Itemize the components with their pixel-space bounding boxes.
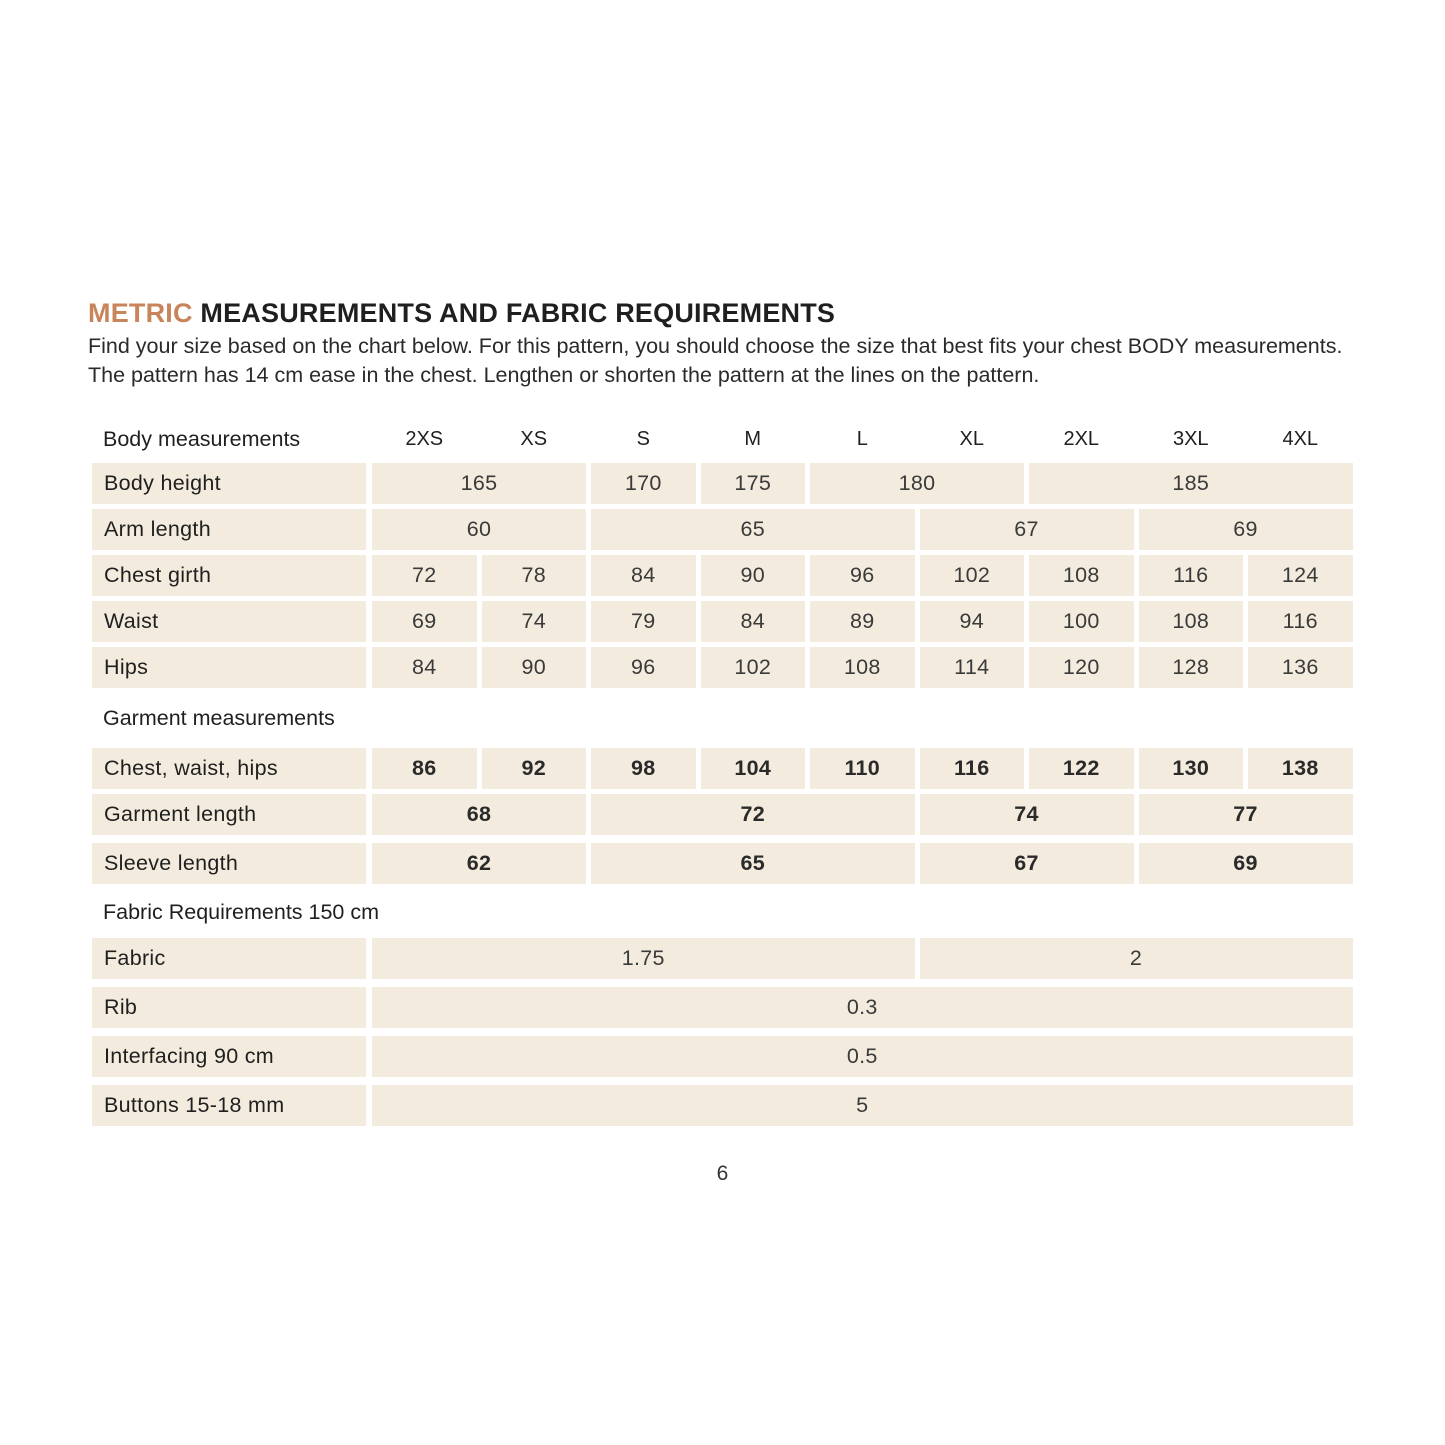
cell-chest-girth-4: 96	[810, 555, 915, 596]
row-label-hips: Hips	[92, 647, 366, 688]
cell-waist-2: 79	[591, 601, 696, 642]
size-header-xl: XL	[959, 427, 984, 450]
cell-waist-3: 84	[701, 601, 806, 642]
size-header-2xs: 2XS	[405, 427, 444, 450]
cell-chest-girth-5: 102	[920, 555, 1025, 596]
cell-sleeve-length-3: 69	[1139, 843, 1353, 884]
cell-hips-6: 120	[1029, 647, 1134, 688]
cell-chest-waist-hips-1: 92	[482, 748, 587, 789]
cell-hips-8: 136	[1248, 647, 1353, 688]
cell-waist-0: 69	[372, 601, 477, 642]
cell-chest-girth-6: 108	[1029, 555, 1134, 596]
cell-body-height-2: 175	[701, 463, 806, 504]
cell-waist-8: 116	[1248, 601, 1353, 642]
cell-garment-length-2: 74	[920, 794, 1134, 835]
cell-garment-length-3: 77	[1139, 794, 1353, 835]
cell-chest-waist-hips-2: 98	[591, 748, 696, 789]
cell-chest-waist-hips-0: 86	[372, 748, 477, 789]
title-accent: METRIC	[88, 298, 193, 328]
section-label-body: Body measurements	[103, 427, 301, 451]
page-title	[88, 298, 835, 329]
row-label-body-height: Body height	[92, 463, 366, 504]
section-label-fabric: Fabric Requirements 150 cm	[103, 900, 380, 924]
cell-sleeve-length-1: 65	[591, 843, 915, 884]
cell-chest-girth-2: 84	[591, 555, 696, 596]
cell-chest-girth-7: 116	[1139, 555, 1244, 596]
cell-waist-4: 89	[810, 601, 915, 642]
row-label-sleeve-length: Sleeve length	[92, 843, 366, 884]
cell-chest-girth-8: 124	[1248, 555, 1353, 596]
cell-chest-girth-3: 90	[701, 555, 806, 596]
row-label-waist: Waist	[92, 601, 366, 642]
cell-body-height-1: 170	[591, 463, 696, 504]
row-label-chest-waist-hips: Chest, waist, hips	[92, 748, 366, 789]
cell-arm-length-1: 65	[591, 509, 915, 550]
cell-fabric-1: 2	[920, 938, 1353, 979]
cell-rib-0: 0.3	[372, 987, 1353, 1028]
row-label-rib: Rib	[92, 987, 366, 1028]
cell-waist-6: 100	[1029, 601, 1134, 642]
cell-hips-0: 84	[372, 647, 477, 688]
cell-chest-waist-hips-5: 116	[920, 748, 1025, 789]
size-header-xs: XS	[520, 427, 548, 450]
cell-fabric-0: 1.75	[372, 938, 915, 979]
cell-interfacing-90-cm-0: 0.5	[372, 1036, 1353, 1077]
cell-chest-girth-0: 72	[372, 555, 477, 596]
cell-hips-2: 96	[591, 647, 696, 688]
cell-arm-length-3: 69	[1139, 509, 1353, 550]
cell-chest-waist-hips-8: 138	[1248, 748, 1353, 789]
cell-chest-waist-hips-3: 104	[701, 748, 806, 789]
title-rest: MEASUREMENTS AND FABRIC REQUIREMENTS	[200, 298, 836, 328]
cell-waist-7: 108	[1139, 601, 1244, 642]
size-header-3xl: 3XL	[1172, 427, 1209, 450]
row-label-fabric: Fabric	[92, 938, 366, 979]
cell-chest-waist-hips-4: 110	[810, 748, 915, 789]
size-header-l: L	[856, 427, 868, 450]
cell-hips-1: 90	[482, 647, 587, 688]
size-header-m: M	[744, 427, 762, 450]
cell-chest-waist-hips-6: 122	[1029, 748, 1134, 789]
cell-arm-length-2: 67	[920, 509, 1134, 550]
cell-chest-waist-hips-7: 130	[1139, 748, 1244, 789]
row-label-interfacing-90-cm: Interfacing 90 cm	[92, 1036, 366, 1077]
cell-buttons-15-18-mm-0: 5	[372, 1085, 1353, 1126]
cell-chest-girth-1: 78	[482, 555, 587, 596]
cell-waist-5: 94	[920, 601, 1025, 642]
section-label-garment: Garment measurements	[103, 706, 335, 730]
cell-hips-5: 114	[920, 647, 1025, 688]
cell-sleeve-length-2: 67	[920, 843, 1134, 884]
row-label-garment-length: Garment length	[92, 794, 366, 835]
cell-hips-4: 108	[810, 647, 915, 688]
cell-body-height-3: 180	[810, 463, 1024, 504]
cell-arm-length-0: 60	[372, 509, 586, 550]
cell-waist-1: 74	[482, 601, 587, 642]
page-number: 6	[716, 1162, 729, 1185]
row-label-buttons-15-18-mm: Buttons 15-18 mm	[92, 1085, 366, 1126]
size-header-4xl: 4XL	[1282, 427, 1319, 450]
cell-body-height-4: 185	[1029, 463, 1353, 504]
size-header-2xl: 2XL	[1063, 427, 1100, 450]
row-label-chest-girth: Chest girth	[92, 555, 366, 596]
cell-body-height-0: 165	[372, 463, 586, 504]
intro-text: Find your size based on the chart below. For this pattern, you should choose the size that best fits your chest BODY measurements. The pattern has 14 cm ease in the chest. Lengthen or shorten the pattern at the lines on the pattern.	[88, 334, 1343, 387]
cell-sleeve-length-0: 62	[372, 843, 586, 884]
cell-hips-7: 128	[1139, 647, 1244, 688]
cell-hips-3: 102	[701, 647, 806, 688]
size-header-s: S	[636, 427, 650, 450]
cell-garment-length-1: 72	[591, 794, 915, 835]
row-label-arm-length: Arm length	[92, 509, 366, 550]
cell-garment-length-0: 68	[372, 794, 586, 835]
